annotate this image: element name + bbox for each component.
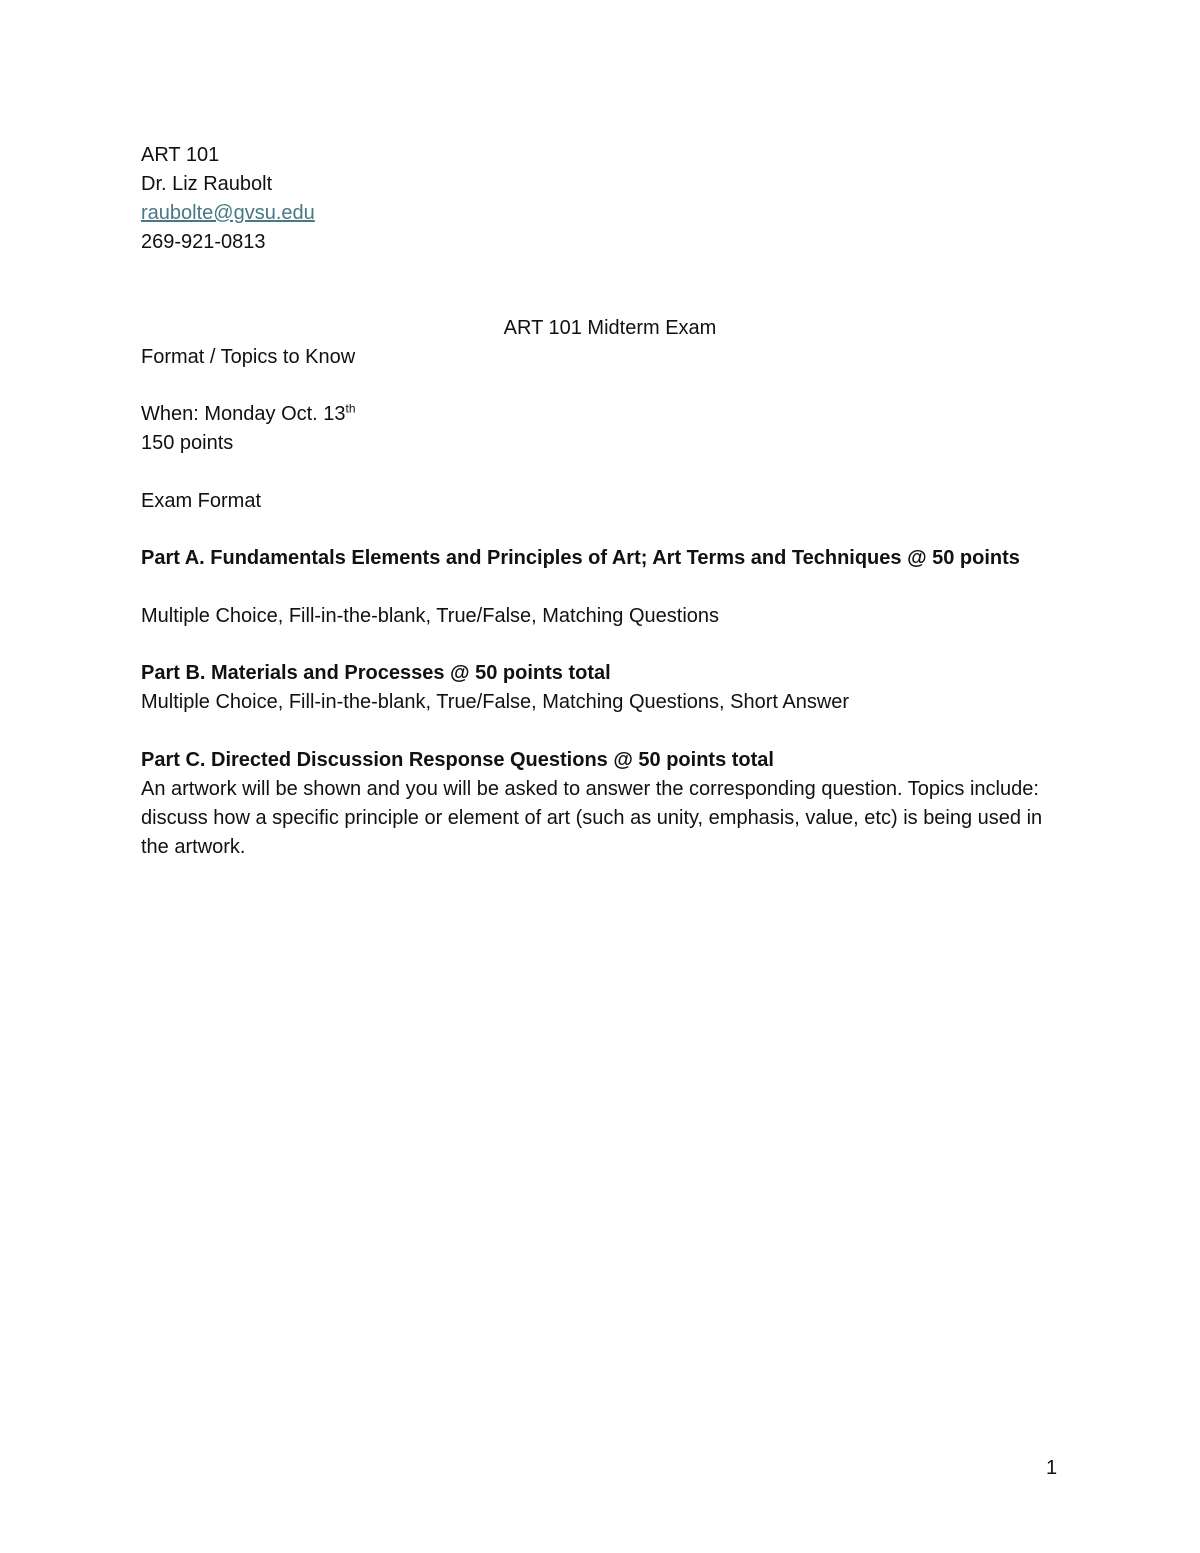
part-a-heading: Part A. Fundamentals Elements and Principles of Art; Art Terms and Techniques @ 50 points xyxy=(141,547,1020,569)
total-points: 150 points xyxy=(141,432,234,454)
exam-date xyxy=(141,400,356,429)
part-c-body: An artwork will be shown and you will be asked to answer the corresponding question. Topics include: discuss how a specific principle or element of art (such as unity, emphasis, value, etc) is being used in the artwork. xyxy=(141,778,1043,858)
exam-format-heading: Exam Format xyxy=(141,490,262,512)
phone-number: 269-921-0813 xyxy=(141,231,266,253)
document-title: ART 101 Midterm Exam xyxy=(503,317,717,339)
exam-date-text: When: Monday Oct. 13 xyxy=(141,403,346,425)
part-b-heading: Part B. Materials and Processes @ 50 points total xyxy=(141,662,611,684)
part-b-body: Multiple Choice, Fill-in-the-blank, True/False, Matching Questions, Short Answer xyxy=(141,691,850,713)
document-subtitle: Format / Topics to Know xyxy=(141,346,356,368)
part-c-heading: Part C. Directed Discussion Response Questions @ 50 points total xyxy=(141,749,774,771)
course-code: ART 101 xyxy=(141,144,220,166)
page-number: 1 xyxy=(1046,1457,1058,1479)
email-link[interactable]: raubolte@gvsu.edu xyxy=(141,202,315,224)
exam-date-suffix: th xyxy=(345,401,356,416)
part-a-body: Multiple Choice, Fill-in-the-blank, True/False, Matching Questions xyxy=(141,605,720,627)
instructor-name: Dr. Liz Raubolt xyxy=(141,173,273,195)
